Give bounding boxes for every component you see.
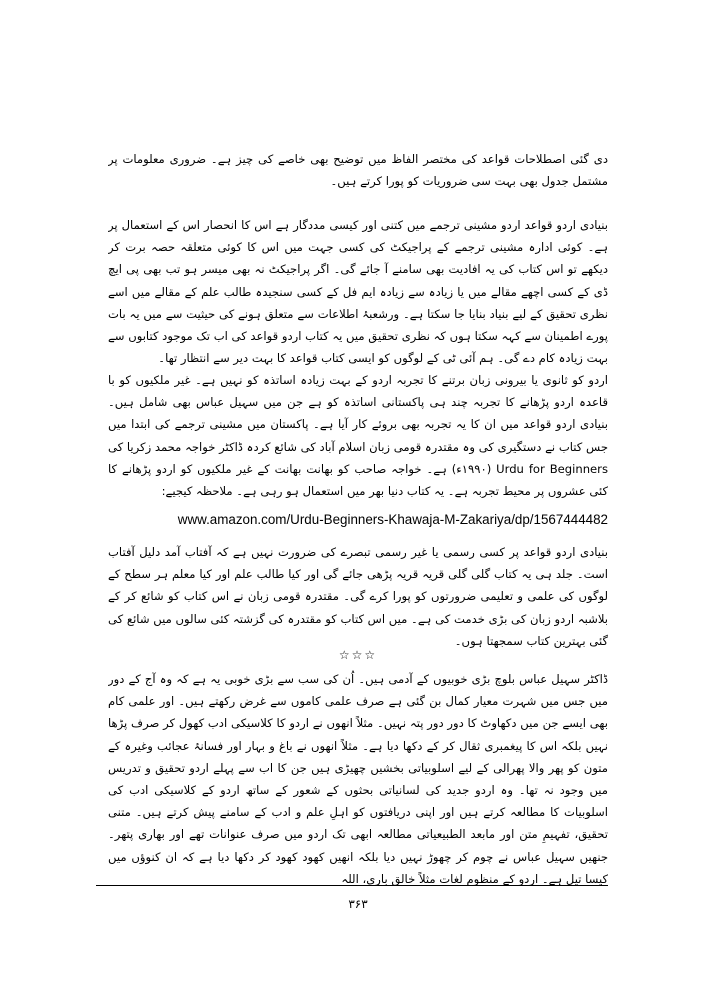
section-separator-stars: ☆☆☆ xyxy=(338,648,378,662)
paragraph-glossary-note: دی گئی اصطلاحات قواعد کی مختصر الفاظ میں توضیح بھی خاصے کی چیز ہے۔ ضروری معلومات پر مشتمل جدول بھی بہت سی ضروریات کو پورا کرتے ہیں۔ xyxy=(108,152,608,189)
paragraph-machine-translation: بنیادی اردو قواعد اردو مشینی ترجمے میں کتنی اور کیسی مددگار ہے اس کا انحصار اس کے استعمال پر ہے۔ کوئی ادارہ مشینی ترجمے کے پراجیکٹ کی کسی جہت میں اس کا کوئی متعلقہ حصہ برت کر دیکھے تو اس کتاب کی یہ افادیت بھی سامنے آ جائے گی۔ اگر پراجیکٹ نہ بھی میسر ہو تب بھی پی ایچ ڈی کے کسی اچھے مقالے میں یا زیادہ سے زیادہ ایم فل کے کسی سنجیدہ طالب علم کے مقالے میں اسے نظری تحقیق کے لیے بنیاد بنایا جا سکتا ہے۔ ورشعبۂ اطلاعات سے متعلق ہونے کی حیثیت سے میں یہ بات پورے اطمینان سے کہہ سکتا ہوں کہ نظری تحقیق میں یہ کتاب اردو قواعد کی اب تک موجود کتابوں سے بہت زیادہ کام دے گی۔ ہم آئی ٹی کے لوگوں کو ایسی کتاب قواعد کا بہت دیر سے انتظار تھا۔ xyxy=(108,218,608,366)
paragraph-author-profile: ڈاکٹر سہیل عباس بلوچ بڑی خوبیوں کے آدمی ہیں۔ اُن کی سب سے بڑی خوبی یہ ہے کہ وہ آج کے دور میں جس میں شہرت معیار کمال بن گئی ہے صرف علمی کاموں سے غرض رکھتے ہیں۔ اور علمی کام بھی ایسے جن میں دکھاوٹ کا دور دور پتہ نہیں۔ مثلاً انھوں نے اردو کا کلاسیکی ادب کھول کر صرف پڑھا نہیں بلکہ اس کا پیغمبری ثقال کر کے دکھا دیا ہے۔ مثلاً انھوں نے باغ و بہار اور فسانۂ عجائب وغیرہ کے متون کو پھر والا پھرالی کے لیے اسلوبیاتی بخشیں چھیڑی ہیں جن کا اب سے پہلے اردو تحقیق و تدریس میں وجود نہ تھا۔ وہ اردو جدید کی لسانیاتی بحثوں کے شعور کے ساتھ اردو کے کلاسیکی ادب کی اسلوبیات کا مطالعہ کرتے ہیں اور اپنی دریافتوں کو اہلِ علم و ادب کے سامنے پیش کرتے ہیں۔ متنی تحقیق، تفہیمِ متن اور مابعد الطبیعیاتی مطالعہ ابھی تک اردو میں صرف عنوانات تھے اور بھاری پتھر۔ جنھیں سہیل عباس نے چوم کر چھوڑ نہیں دیا بلکہ انھیں کھود کھود کر دکھا دیا ہے کہ ان کنوؤں میں کیسا تیل ہے۔ اردو کے منظوم لغات مثلاً خالق باری، اللہ xyxy=(108,672,608,886)
paragraph-second-language: اردو کو ثانوی یا بیرونی زبان برتنے کا تجربہ اردو کے بہت زیادہ اساتذہ کو نہیں ہے۔ غیر ملکیوں کو با قاعدہ اردو پڑھانے کا تجربہ چند ہی پاکستانی اساتذہ کو ہے جن میں سہیل عباس بھی شامل ہیں۔ بنیادی اردو قواعد میں ان کا یہ تجربہ بھی بروئے کار آیا ہے۔ پاکستان میں مشینی ترجمے کی ابتدا میں جس کتاب نے دستگیری کی وہ مقتدرہ قومی زبان اسلام آباد کی شائع کردہ ڈاکٹر خواجہ محمد زکریا کی Urdu for Beginners (۱۹۹۰ء) ہے۔ خواجہ صاحب کو بھانت بھانت کے غیر ملکیوں کو اردو پڑھانے کا کئی عشروں پر محیط تجربہ ہے۔ یہ کتاب دنیا بھر میں استعمال ہو رہی ہے۔ ملاحظہ کیجیے: xyxy=(108,373,608,499)
page-number: ۳۶۳ xyxy=(348,897,368,911)
amazon-url: www.amazon.com/Urdu-Beginners-Khawaja-M-Zakariya/dp/1567444482 xyxy=(177,512,608,527)
paragraph-book-review: بنیادی اردو قواعد پر کسی رسمی یا غیر رسمی تبصرے کی ضرورت نہیں ہے کہ آفتاب آمد دلیل آفتاب است۔ جلد ہی یہ کتاب گلی گلی قریہ قریہ پڑھی جائے گی اور کیا طالب علم اور کیا معلم ہر سطح کے لوگوں کی علمی و تعلیمی ضرورتوں کو پورا کرے گی۔ مقتدرہ قومی زبان نے اس کتاب کو شائع کر کے بلاشبہ اردو زبان کی بڑی خدمت کی ہے۔ میں اس کتاب کو مقتدرہ کی گزشتہ کئی سالوں میں شائع کی گئی بہترین کتاب سمجھتا ہوں۔ xyxy=(108,545,608,648)
footer-rule xyxy=(96,885,608,886)
